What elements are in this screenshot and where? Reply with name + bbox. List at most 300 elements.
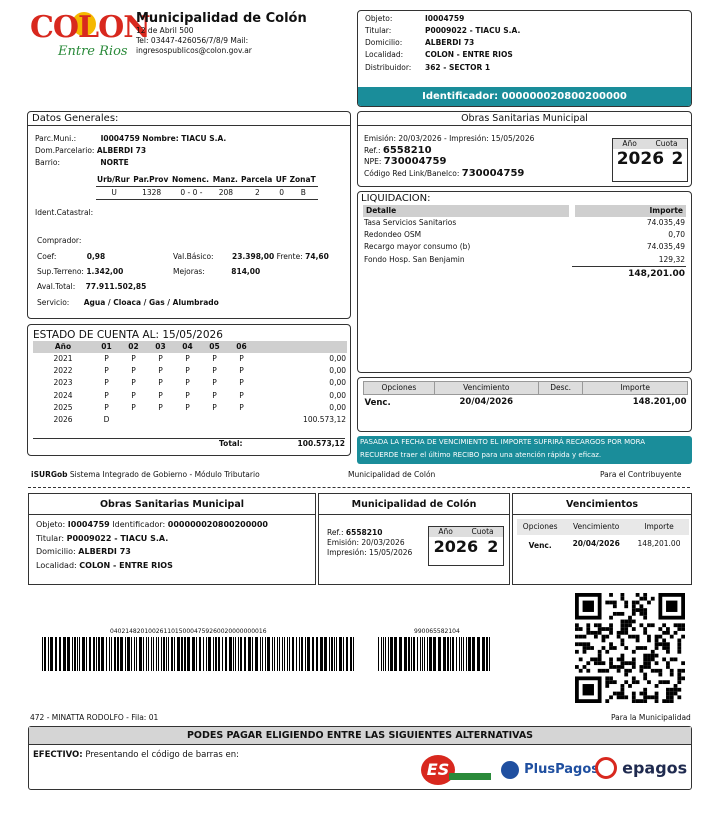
barcode-bar	[134, 637, 135, 671]
qr-module	[605, 635, 609, 639]
qr-module	[624, 623, 628, 627]
qr-module	[632, 627, 636, 631]
qr-module	[636, 699, 640, 703]
liq-detalle: Redondeo OSM	[364, 230, 422, 240]
qr-module	[677, 680, 681, 684]
barcode-bar	[208, 637, 211, 671]
qr-module	[636, 646, 640, 650]
barcode-bar	[378, 637, 379, 671]
qr-module	[651, 695, 655, 699]
barcode-bar	[67, 637, 70, 671]
estado-cuota: P	[158, 378, 163, 388]
qr-module	[655, 692, 659, 696]
estado-cuota: P	[104, 402, 109, 412]
barcode-bar	[472, 637, 475, 671]
valb-label: Val.Básico:	[173, 252, 214, 261]
qr-module	[662, 642, 666, 646]
talon-label: Identificador:	[112, 520, 166, 529]
barcode-bar	[350, 637, 352, 671]
venc-desc	[538, 395, 583, 411]
qr-module	[670, 635, 674, 639]
barcode-bar	[385, 637, 386, 671]
efectivo-text: Presentando el código de barras en:	[85, 750, 239, 760]
venc-head: Importe	[583, 382, 688, 395]
qr-module	[643, 654, 647, 658]
qr-module	[624, 627, 628, 631]
org-block	[136, 11, 307, 56]
isurgob-desc: Sistema Integrado de Gobierno - Módulo Tributario	[69, 470, 260, 479]
barcode-bar	[289, 637, 290, 671]
qr-module	[602, 639, 606, 643]
epagos-text: epagos	[622, 758, 688, 778]
cat-val: U	[111, 188, 117, 198]
talon-venc-table	[517, 519, 689, 552]
anio-value: 2026	[616, 149, 665, 170]
cod-label: Código Red Link/Banelco:	[364, 169, 460, 178]
qr-module	[617, 669, 621, 673]
qr-module	[639, 623, 643, 627]
barcode-2	[378, 637, 490, 671]
liq-detalle: Fondo Hosp. San Benjamin	[364, 254, 465, 264]
obras-ref	[364, 145, 432, 156]
estado-amount: 0,00	[329, 402, 346, 412]
qr-module	[624, 695, 628, 699]
venc-amount: 148.201,00	[632, 397, 687, 408]
barcode-bar	[411, 637, 412, 671]
barcode-bar	[161, 637, 162, 671]
barcode-bar	[339, 637, 342, 671]
qr-module	[583, 642, 587, 646]
barcode-bar	[181, 637, 183, 671]
qr-module	[617, 695, 621, 699]
qr-module	[621, 627, 625, 631]
sup-line	[37, 267, 123, 277]
estado-cuota: P	[239, 378, 244, 388]
barcode-bar	[44, 637, 46, 671]
estado-cuota: P	[104, 354, 109, 364]
qr-module	[598, 631, 602, 635]
qr-module	[613, 612, 617, 616]
estado-cuota	[201, 414, 228, 426]
barcode-bar	[238, 637, 239, 671]
qr-module	[605, 669, 609, 673]
qr-module	[655, 642, 659, 646]
estado-year: 2022	[53, 366, 73, 376]
org-mail: ingresospublicos@colon.gov.ar	[136, 46, 252, 56]
liq-importe: 0,70	[668, 230, 685, 240]
qr-finder	[583, 601, 594, 612]
qr-module	[575, 650, 579, 654]
barcode-bar	[452, 637, 454, 671]
qr-module	[643, 593, 647, 597]
qr-module	[636, 680, 640, 684]
talon-venc-date: 20/04/2026	[572, 538, 620, 548]
barcode-bar	[331, 637, 333, 671]
efectivo-label: EFECTIVO:	[33, 750, 83, 760]
cat-val: 0 - 0 -	[180, 188, 203, 198]
barcode-bar	[292, 637, 294, 671]
qr-module	[643, 612, 647, 616]
talon-cuota-label: Cuota	[471, 527, 494, 536]
qr-module	[590, 631, 594, 635]
estado-cuota: P	[185, 366, 190, 376]
barcode-bar	[316, 637, 318, 671]
qr-module	[670, 669, 674, 673]
barcode-bar	[279, 637, 280, 671]
barcode-bar	[151, 637, 152, 671]
estado-head: 05	[209, 342, 220, 351]
barcode-bar	[422, 637, 423, 671]
qr-module	[655, 639, 659, 643]
qr-module	[643, 657, 647, 661]
barcode-bar	[260, 637, 261, 671]
obj-label: Titular:	[365, 26, 392, 36]
qr-module	[632, 657, 636, 661]
qr-module	[662, 631, 666, 635]
sup-value: 1.342,00	[86, 267, 124, 276]
qr-module	[632, 635, 636, 639]
barcode-bar	[296, 637, 297, 671]
estado-cuota: P	[131, 390, 136, 400]
logo-word: COLON	[30, 10, 150, 45]
qr-module	[639, 608, 643, 612]
qr-module	[609, 631, 613, 635]
obras-cod	[364, 168, 524, 179]
qr-module	[602, 627, 606, 631]
qr-module	[609, 593, 613, 597]
qr-module	[636, 639, 640, 643]
qr-module	[632, 680, 636, 684]
qr-module	[639, 665, 643, 669]
qr-module	[681, 635, 685, 639]
venc-date: 20/04/2026	[459, 397, 514, 408]
barcode-bar	[79, 637, 80, 671]
qr-module	[681, 661, 685, 665]
barcode-bar	[143, 637, 144, 671]
barcode-bar	[48, 637, 49, 671]
cat-head: UF	[275, 175, 287, 184]
qr-module	[662, 623, 666, 627]
qr-module	[605, 684, 609, 688]
pay-title: PODES PAGAR ELIGIENDO ENTRE LAS SIGUIENTES ALTERNATIVAS	[29, 727, 691, 745]
qr-module	[598, 654, 602, 658]
estado-head: 02	[128, 342, 139, 351]
talon-line-1	[36, 518, 308, 532]
liq-row	[363, 229, 686, 241]
barcode-bar	[93, 637, 95, 671]
barcode-bar	[192, 637, 195, 671]
qr-module	[666, 631, 670, 635]
barcode-bar	[265, 637, 266, 671]
es-logo[interactable]	[421, 753, 491, 787]
obj-label: Domicilio:	[365, 38, 403, 48]
qr-module	[655, 646, 659, 650]
qr-module	[598, 650, 602, 654]
estado-cuota: P	[212, 402, 217, 412]
barrio-line	[35, 158, 129, 168]
cut-line	[28, 487, 690, 488]
qr-module	[624, 680, 628, 684]
qr-module	[655, 635, 659, 639]
talon-line-3	[36, 545, 308, 559]
qr-module	[662, 646, 666, 650]
estado-head: 06	[236, 342, 247, 351]
estado-cuota: P	[185, 378, 190, 388]
talon-emision: Emisión: 20/03/2026	[327, 538, 405, 547]
qr-module	[613, 604, 617, 608]
qr-module	[586, 646, 590, 650]
qr-module	[590, 646, 594, 650]
qr-module	[666, 646, 670, 650]
estado-amount: 0,00	[329, 366, 346, 376]
barcode-bar	[381, 637, 382, 671]
es-logo-text: ES	[421, 755, 455, 785]
barcode-bar	[334, 637, 335, 671]
estado-box	[27, 324, 351, 456]
barcode-bar	[353, 637, 354, 671]
qr-module	[632, 692, 636, 696]
qr-module	[670, 695, 674, 699]
barcode-bar	[86, 637, 87, 671]
qr-module	[602, 646, 606, 650]
qr-module	[666, 688, 670, 692]
qr-module	[632, 699, 636, 703]
qr-module	[677, 676, 681, 680]
liq-detalle: Recargo mayor consumo (b)	[364, 242, 471, 252]
anio-label: Año	[622, 139, 637, 148]
qr-module	[583, 646, 587, 650]
barrio-value: NORTE	[100, 158, 129, 167]
object-box	[357, 10, 692, 107]
frente-value: 74,60	[305, 252, 329, 261]
estado-total-label: Total:	[219, 439, 243, 448]
qr-module	[662, 639, 666, 643]
estado-cuota	[228, 414, 255, 426]
barcode-bar	[299, 637, 300, 671]
qr-module	[674, 692, 678, 696]
qr-module	[621, 620, 625, 624]
barcode-bar	[424, 637, 425, 671]
dom-label: Dom.Parcelario:	[35, 146, 95, 155]
talon-venc-head: Vencimiento	[572, 522, 620, 531]
talon-line-4	[36, 559, 308, 573]
dom-value: ALBERDI 73	[96, 146, 147, 155]
barcode-bar	[443, 637, 446, 671]
mora-notice	[357, 436, 692, 464]
cod-value: 730004759	[461, 168, 525, 179]
qr-module	[621, 631, 625, 635]
barcode-bar	[272, 637, 273, 671]
qr-module	[651, 623, 655, 627]
estado-cuota: P	[158, 366, 163, 376]
cat-head: Parcela	[241, 175, 273, 184]
barcode-bar	[312, 637, 314, 671]
aval-label: Aval.Total:	[37, 282, 76, 291]
qr-module	[658, 680, 662, 684]
qr-module	[579, 669, 583, 673]
qr-module	[613, 680, 617, 684]
epagos-logo[interactable]	[595, 757, 687, 779]
barcode-bar	[55, 637, 57, 671]
serv-line	[37, 298, 219, 308]
qr-module	[666, 692, 670, 696]
liq-row	[363, 241, 686, 253]
qr-module	[621, 661, 625, 665]
barcode-bar	[42, 637, 43, 671]
qr-module	[586, 631, 590, 635]
barcode-bar	[166, 637, 167, 671]
datos-title: Datos Generales:	[28, 112, 350, 126]
qr-module	[658, 627, 662, 631]
qr-module	[594, 661, 598, 665]
venc-head: Vencimiento	[434, 382, 538, 395]
barcode-bar	[136, 637, 137, 671]
qr-module	[617, 635, 621, 639]
qr-module	[632, 604, 636, 608]
qr-module	[677, 688, 681, 692]
qr-module	[666, 661, 670, 665]
qr-module	[575, 665, 579, 669]
barcode-1	[42, 637, 354, 671]
pluspagos-text: PlusPagos	[524, 762, 599, 777]
talon-label: Localidad:	[36, 560, 77, 570]
qr-module	[647, 635, 651, 639]
estado-head: 04	[182, 342, 193, 351]
qr-module	[658, 642, 662, 646]
para-muni: Para la Municipalidad	[611, 713, 691, 722]
qr-module	[643, 616, 647, 620]
barcode-bar	[222, 637, 223, 671]
identificador-bar: Identificador: 000000020800200000	[358, 87, 691, 106]
datos-generales-box	[27, 111, 351, 319]
liq-importe: 74.035,49	[646, 242, 685, 252]
barcode-bar	[229, 637, 232, 671]
qr-module	[621, 639, 625, 643]
liq-head-importe: Importe	[572, 205, 686, 217]
talon-cuota-value: 2	[487, 537, 499, 557]
qr-module	[632, 665, 636, 669]
barcode-bar	[213, 637, 214, 671]
qr-module	[628, 616, 632, 620]
qr-module	[621, 654, 625, 658]
estado-cuota: D	[103, 414, 110, 424]
estado-cuota: P	[212, 378, 217, 388]
barcode-bar	[158, 637, 159, 671]
qr-module	[617, 612, 621, 616]
qr-module	[639, 597, 643, 601]
talon-ref	[327, 528, 382, 537]
barcode-bar	[131, 637, 132, 671]
barcode-bar	[486, 637, 488, 671]
qr-module	[621, 665, 625, 669]
qr-module	[586, 669, 590, 673]
talon-venc-option: Venc.	[528, 541, 552, 551]
qr-module	[609, 623, 613, 627]
qr-module	[666, 642, 670, 646]
talon-muni-box	[318, 493, 510, 585]
valb-line	[173, 252, 329, 262]
coef-label: Coef:	[37, 252, 57, 261]
estado-head: Año	[54, 342, 72, 351]
estado-year: 2026	[53, 414, 73, 424]
qr-module	[647, 654, 651, 658]
frente-label: Frente:	[276, 252, 303, 261]
qr-module	[655, 695, 659, 699]
qr-module	[617, 631, 621, 635]
estado-head: 03	[155, 342, 166, 351]
liq-row	[363, 254, 686, 267]
barcode-bar	[225, 637, 227, 671]
barcode-bar	[218, 637, 220, 671]
qr-module	[624, 673, 628, 677]
notice-line-1: PASADA LA FECHA DE VENCIMIENTO EL IMPORTE SUFRIRÁ RECARGOS POR MORA	[360, 438, 646, 446]
obras-npe	[364, 156, 446, 167]
object-table	[364, 13, 521, 74]
pluspagos-logo[interactable]	[501, 759, 599, 779]
barcode-bar	[450, 637, 451, 671]
qr-module	[628, 684, 632, 688]
qr-code	[575, 593, 685, 703]
estado-cuota: P	[212, 354, 217, 364]
qr-module	[586, 642, 590, 646]
obj-label: Localidad:	[365, 50, 404, 60]
qr-module	[674, 688, 678, 692]
org-name: Municipalidad de Colón	[136, 11, 307, 26]
qr-module	[674, 631, 678, 635]
venc-head: Opciones	[364, 382, 435, 395]
location-pin-icon	[501, 761, 519, 779]
barcode-bar	[433, 637, 436, 671]
cat-val: B	[300, 188, 306, 198]
estado-amount: 0,00	[329, 378, 346, 388]
barcode-bar	[346, 637, 348, 671]
barcode-bar	[468, 637, 471, 671]
estado-row	[33, 353, 347, 365]
barcode-bar	[427, 637, 428, 671]
qr-module	[677, 623, 681, 627]
npe-value: 730004759	[383, 156, 447, 167]
barcode-bar	[139, 637, 142, 671]
org-tel: Tel: 03447-426056/7/8/9 Mail:	[136, 36, 249, 46]
qr-module	[613, 646, 617, 650]
barcode-bar	[109, 637, 110, 671]
qr-module	[666, 695, 670, 699]
dom-line	[35, 146, 146, 156]
barcode-bar	[463, 637, 464, 671]
estado-cuota: P	[239, 390, 244, 400]
barcode-bar	[74, 637, 76, 671]
qr-module	[575, 627, 579, 631]
qr-module	[674, 623, 678, 627]
estado-row	[33, 414, 347, 426]
qr-module	[598, 657, 602, 661]
barcode-bar	[59, 637, 61, 671]
qr-module	[666, 699, 670, 703]
obj-value: ALBERDI 73	[425, 38, 475, 48]
parc-line	[35, 134, 226, 144]
qr-module	[681, 623, 685, 627]
qr-module	[598, 627, 602, 631]
talon-venc-head: Importe	[644, 522, 674, 531]
cuota-value: 2	[671, 149, 684, 170]
cat-head: Manz.	[212, 175, 238, 184]
liq-head-detalle: Detalle	[366, 206, 397, 215]
qr-module	[605, 676, 609, 680]
barcode-bar	[127, 637, 130, 671]
qr-finder	[583, 684, 594, 695]
qr-module	[598, 669, 602, 673]
barcode-bar	[336, 637, 337, 671]
